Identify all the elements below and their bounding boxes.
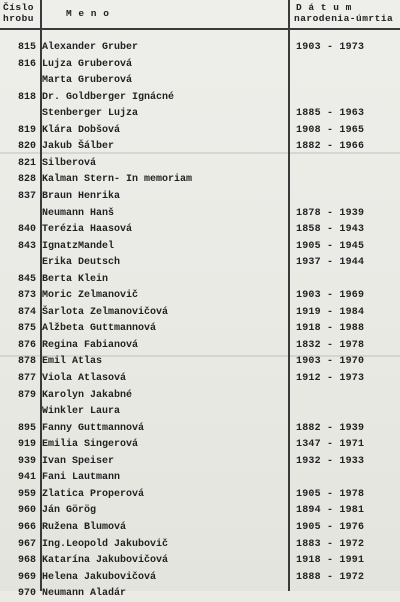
grave-number: 895 [17,422,36,434]
grave-number: 969 [17,571,36,583]
person-name: Šarlota Zelmanovičová [42,306,169,318]
person-name: Marta Gruberová [42,75,133,87]
table-row [0,404,400,420]
grave-number: 879 [17,389,36,401]
life-dates: 1888 - 1972 [296,571,365,583]
table-row [0,553,400,569]
table-row [0,139,400,155]
table-row [0,172,400,188]
table-row [0,371,400,387]
life-dates: 1905 - 1978 [296,488,365,500]
life-dates: 1883 - 1972 [296,538,365,550]
grave-number: 967 [17,538,36,550]
grave-number: 968 [17,555,36,567]
grave-number: 878 [17,356,36,368]
life-dates: 1918 - 1988 [296,323,365,335]
person-name: Viola Atlasová [42,373,127,384]
grave-number: 845 [17,273,36,285]
table-row [0,354,400,370]
grave-number: 959 [17,488,36,500]
life-dates: 1894 - 1981 [296,505,365,517]
person-name: Braun Henrika [42,190,121,202]
person-name: Alžbeta Guttmannová [42,323,157,335]
life-dates: 1903 - 1969 [296,290,365,302]
person-name: Ján Görög [42,505,97,517]
header-number-line2: hrobu [3,13,35,24]
person-name: Kalman Stern- In memoriam [42,174,193,186]
life-dates: 1937 - 1944 [296,257,365,269]
life-dates: 1347 - 1971 [296,439,365,451]
grave-number: 818 [17,91,36,103]
person-name: Winkler Laura [42,406,121,418]
grave-number: 970 [17,588,36,600]
table-row [0,388,400,404]
table-row [0,470,400,486]
person-name: Emil Atlas [42,356,103,368]
table-row [0,421,400,437]
life-dates: 1882 - 1939 [296,422,365,434]
grave-number: 821 [17,157,36,169]
table-row [0,338,400,354]
person-name: Helena Jakubovičová [42,571,157,583]
header-dates-line1: D á t u m [296,2,352,13]
life-dates: 1905 - 1976 [296,521,365,533]
person-name: Terézia Haasová [42,224,133,236]
grave-number: 877 [17,373,36,384]
person-name: Silberová [42,157,97,169]
life-dates: 1908 - 1965 [296,124,365,136]
person-name: Berta Klein [42,273,109,285]
grave-number: 939 [17,455,36,467]
person-name: Karolyn Jakabné [42,389,133,401]
life-dates: 1932 - 1933 [296,455,365,467]
table-row [0,57,400,73]
person-name: Erika Deutsch [42,257,121,269]
table-row [0,437,400,453]
table-row [0,586,400,602]
grave-number: 840 [17,224,36,236]
table-row [0,305,400,321]
table-row [0,189,400,205]
person-name: Fani Lautmann [42,472,121,484]
grave-number: 919 [17,439,36,451]
life-dates: 1882 - 1966 [296,141,365,153]
grave-number: 941 [17,472,36,484]
table-row [0,73,400,89]
table-row [0,272,400,288]
table-row [0,537,400,553]
grave-number: 960 [17,505,36,517]
table-row [0,239,400,255]
grave-number: 828 [17,174,36,186]
person-name: Fanny Guttmannová [42,422,145,434]
table-row [0,222,400,238]
person-name: Neumann Hanš [42,207,115,219]
table-row [0,106,400,122]
header-name: M e n o [66,8,110,19]
person-name: Ivan Speiser [42,455,115,467]
person-name: Katarína Jakubovičová [42,555,169,567]
person-name: Moric Zelmanovič [42,290,139,302]
grave-number: 966 [17,521,36,533]
table-row [0,206,400,222]
person-name: Lujza Gruberová [42,58,133,70]
person-name: Dr. Goldberger Ignácné [42,91,175,103]
person-name: Klára Dobšová [42,124,121,136]
person-name: Ružena Blumová [42,521,127,533]
person-name: Stenberger Lujza [42,108,139,120]
header-number-line1: Číslo [3,2,35,13]
life-dates: 1858 - 1943 [296,224,365,236]
person-name: Alexander Gruber [42,42,139,53]
person-name: Ing.Leopold Jakubovič [42,538,169,550]
grave-number: 876 [17,339,36,351]
table-row [0,487,400,503]
table-row [0,570,400,586]
person-name: Neumann Aladár [42,588,127,600]
life-dates: 1903 - 1973 [296,42,365,53]
grave-number: 837 [17,190,36,202]
grave-number: 816 [17,58,36,70]
person-name: Jakub Šálber [42,141,115,153]
life-dates: 1919 - 1984 [296,306,365,318]
grave-number: 815 [17,42,36,53]
life-dates: 1885 - 1963 [296,108,365,120]
table-row [0,156,400,172]
table-row [0,123,400,139]
table-row [0,40,400,56]
header-rule [0,28,400,30]
life-dates: 1912 - 1973 [296,373,365,384]
life-dates: 1832 - 1978 [296,339,365,351]
life-dates: 1878 - 1939 [296,207,365,219]
grave-number: 874 [17,306,36,318]
grave-number: 875 [17,323,36,335]
table-row [0,454,400,470]
life-dates: 1905 - 1945 [296,240,365,252]
grave-number: 873 [17,290,36,302]
table-row [0,90,400,106]
table-row [0,503,400,519]
header-dates-line2: narodenia-úmrtia [294,13,394,24]
table-row [0,255,400,271]
table-row [0,288,400,304]
person-name: Zlatica Properová [42,488,145,500]
person-name: Emilia Singerová [42,439,139,451]
grave-number: 819 [17,124,36,136]
person-name: Regina Fabianová [42,339,139,351]
table-row [0,520,400,536]
life-dates: 1903 - 1970 [296,356,365,368]
life-dates: 1918 - 1991 [296,555,365,567]
table-row [0,321,400,337]
grave-number: 820 [17,141,36,153]
person-name: IgnatzMandel [42,240,115,252]
grave-number: 843 [17,240,36,252]
